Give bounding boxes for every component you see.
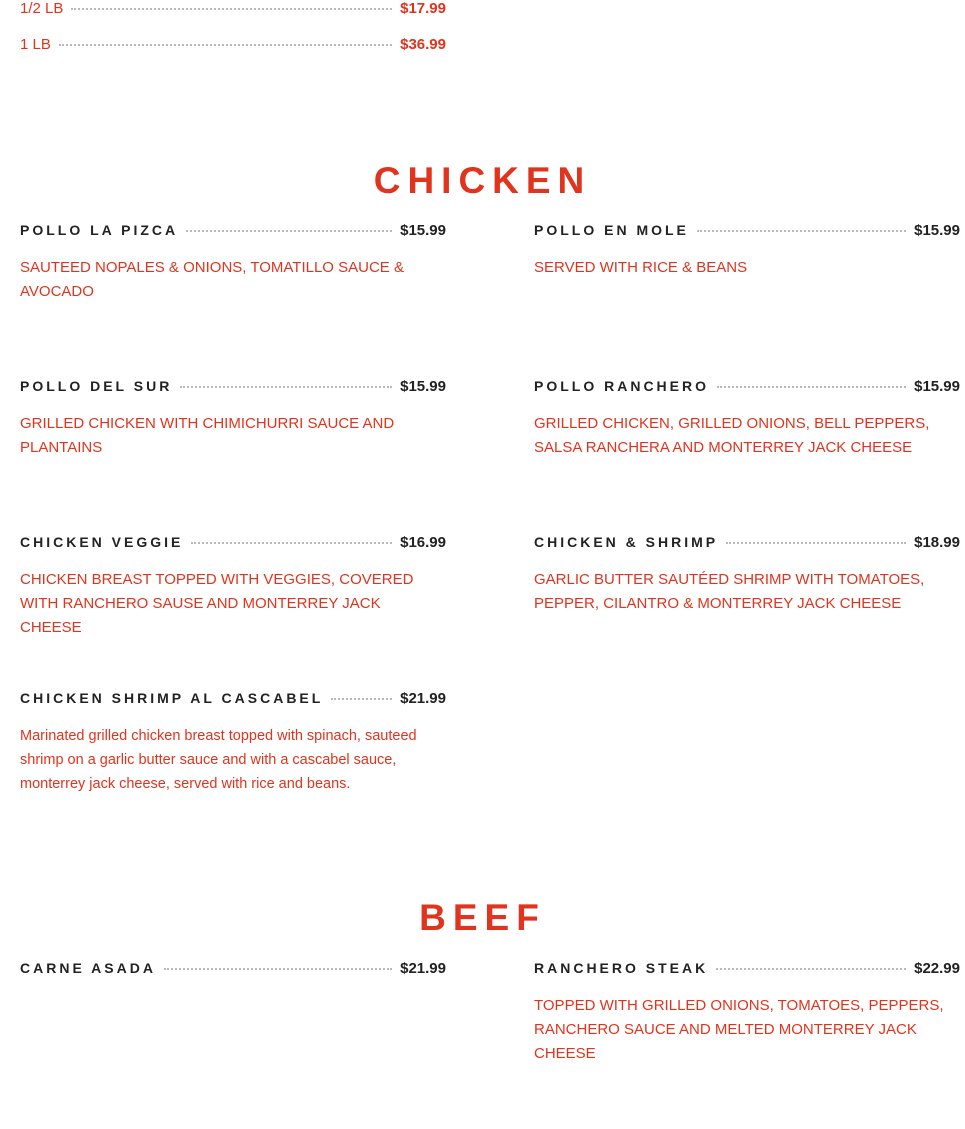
menu-item-pollo-ranchero [534, 378, 960, 460]
leader-dots [331, 698, 392, 700]
item-description: GRILLED CHICKEN, GRILLED ONIONS, BELL PEPPERS, SALSA RANCHERA AND MONTERREY JACK CHEESE [534, 415, 930, 456]
item-price: $22.99 [914, 960, 960, 977]
item-price: $15.99 [914, 222, 960, 239]
size-label: 1 LB [20, 36, 51, 53]
item-description: Marinated grilled chicken breast topped with spinach, sauteed shrimp on a garlic butter sauce and with a cascabel sauce, monterrey jack cheese, served with rice and beans. [20, 728, 417, 792]
item-description: TOPPED WITH GRILLED ONIONS, TOMATOES, PEPPERS, RANCHERO SAUCE AND MELTED MONTERREY JACK CHEESE [534, 997, 944, 1062]
size-row-half-lb [20, 0, 446, 20]
menu-item-pollo-la-pizca [20, 222, 446, 304]
item-price: $21.99 [400, 960, 446, 977]
menu-item-carne-asada [20, 960, 446, 982]
item-description: SAUTEED NOPALES & ONIONS, TOMATILLO SAUCE & AVOCADO [20, 259, 404, 300]
item-name: CARNE ASADA [20, 960, 156, 976]
size-label: 1/2 LB [20, 0, 64, 17]
menu-item-ranchero-steak [534, 960, 960, 1066]
item-name: POLLO LA PIZCA [20, 222, 179, 238]
menu-item-chicken-veggie [20, 534, 446, 640]
item-name: CHICKEN SHRIMP AL CASCABEL [20, 690, 324, 706]
item-description: GRILLED CHICKEN WITH CHIMICHURRI SAUCE AND PLANTAINS [20, 415, 395, 456]
item-name: CHICKEN VEGGIE [20, 534, 184, 550]
leader-dots [186, 230, 392, 232]
section-title-beef: BEEF [419, 897, 546, 938]
menu-item-chicken-shrimp-al-cascabel [20, 690, 446, 796]
leader-dots [191, 542, 392, 544]
item-description: GARLIC BUTTER SAUTÉED SHRIMP WITH TOMATOES, PEPPER, CILANTRO & MONTERREY JACK CHEESE [534, 571, 925, 612]
item-price: $15.99 [400, 222, 446, 239]
leader-dots [164, 968, 392, 970]
leader-dots [697, 230, 906, 232]
item-price: $15.99 [400, 378, 446, 395]
item-price: $16.99 [400, 534, 446, 551]
item-price: $21.99 [400, 690, 446, 707]
item-price: $18.99 [914, 534, 960, 551]
size-row-one-lb [20, 36, 446, 56]
leader-dots [716, 968, 906, 970]
item-name: RANCHERO STEAK [534, 960, 709, 976]
section-title-chicken: CHICKEN [373, 160, 592, 201]
size-price: $17.99 [400, 0, 446, 17]
menu-item-pollo-en-mole [534, 222, 960, 280]
item-name: POLLO RANCHERO [534, 378, 709, 394]
leader-dots [717, 386, 906, 388]
leader-dots [59, 44, 392, 46]
item-price: $15.99 [914, 378, 960, 395]
item-name: POLLO EN MOLE [534, 222, 689, 238]
item-name: POLLO DEL SUR [20, 378, 173, 394]
item-name: CHICKEN & SHRIMP [534, 534, 719, 550]
menu-item-chicken-and-shrimp [534, 534, 960, 616]
size-price: $36.99 [400, 36, 446, 53]
leader-dots [726, 542, 906, 544]
leader-dots [71, 8, 392, 10]
leader-dots [180, 386, 392, 388]
item-description: CHICKEN BREAST TOPPED WITH VEGGIES, COVERED WITH RANCHERO SAUSE AND MONTERREY JACK CHEESE [20, 571, 414, 636]
menu-item-pollo-del-sur [20, 378, 446, 460]
item-description: SERVED WITH RICE & BEANS [534, 259, 748, 276]
